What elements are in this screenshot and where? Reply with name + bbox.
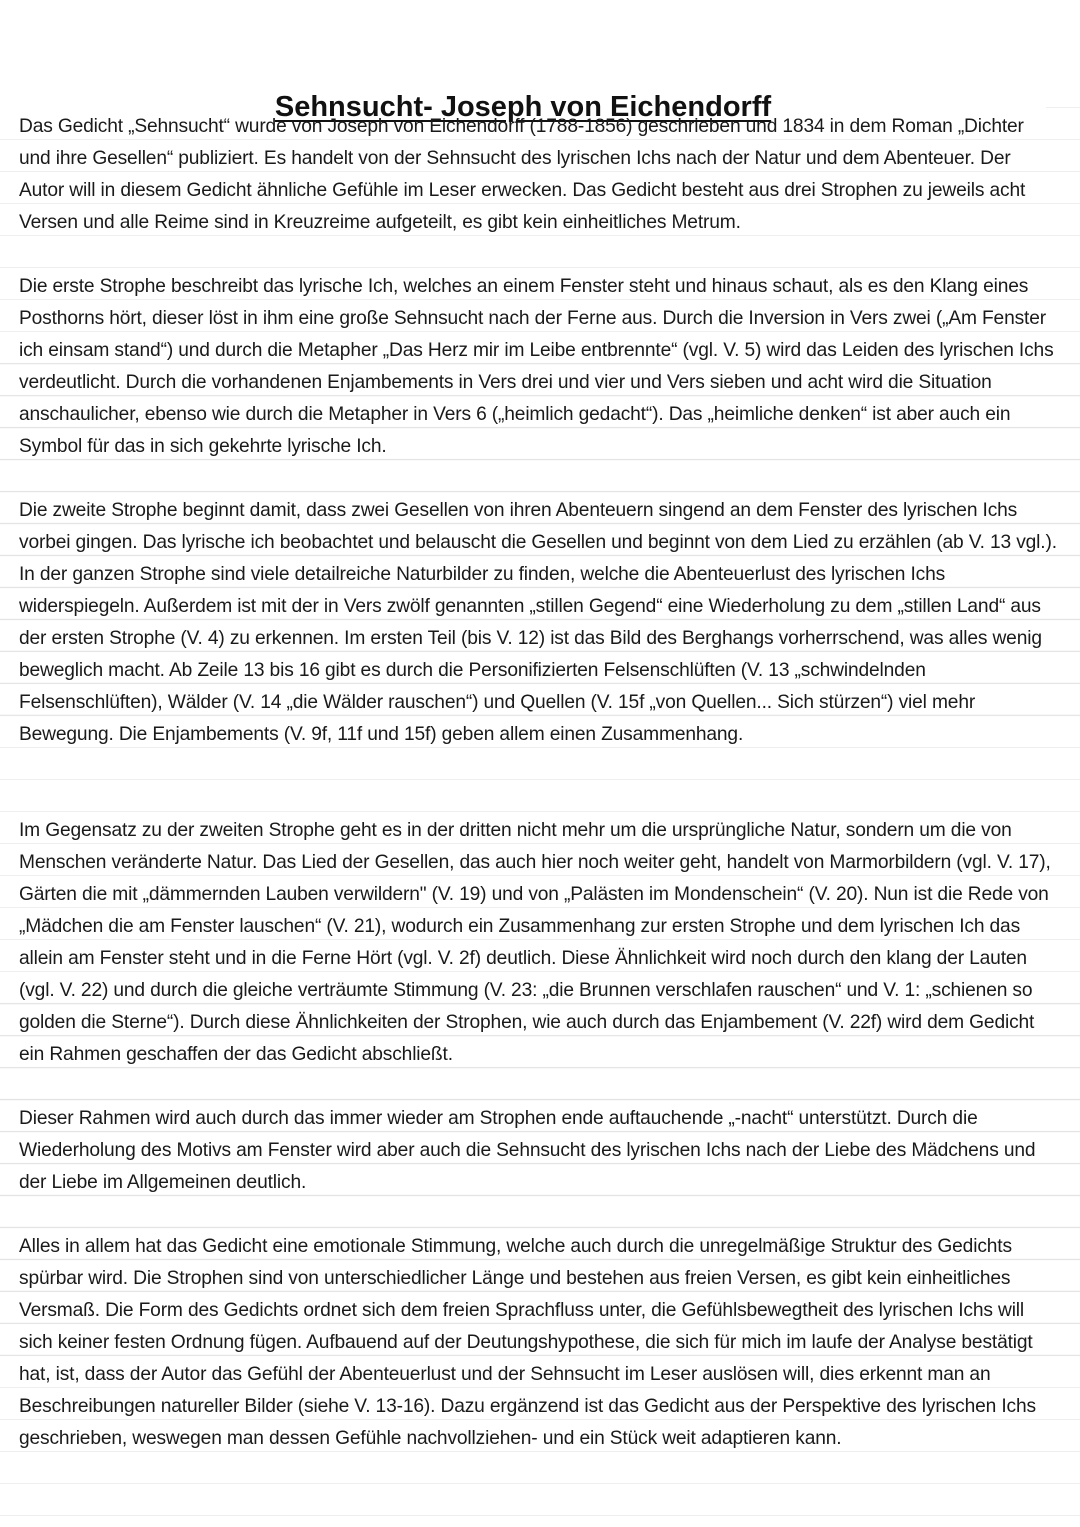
title-area xyxy=(0,30,1080,124)
document-title: Sehnsucht- Joseph von Eichendorff xyxy=(0,87,1046,127)
paragraph-third-stanza: Im Gegensatz zu der zweiten Strophe geht es in der dritten nicht mehr um die ursprüngliche Natur, sondern um die von Menschen veränderte Natur. Das Lied der Gesellen, das auch hier noch weiter geht, handelt von Marmorbildern (vgl. V. 17), Gärten die mit „dämmernden Lauben verwildern" (V. 19) und von „Palästen im Mondenschein“ (V. 20). Nun ist die Rede von „Mädchen die am Fenster lauschen“ (V. 21), wodurch ein Zusammenhang zur ersten Strophe und dem lyrischen Ich das allein am Fenster steht und in die Ferne Hört (vgl. V. 2f) deutlich. Diese Ähnlichkeit wird noch durch den klang der Lauten (vgl. V. 22) und durch die gleiche verträumte Stimmung (V. 23: „die Brunnen verschlafen rauschen“ und V. 1: „schienen so golden die Sterne“). Durch diese Ähnlichkeiten der Strophen, wie auch durch das Enjambement (V. 22f) wird dem Gedicht ein Rahmen geschaffen der das Gedicht abschließt. xyxy=(19,820,1051,1065)
paragraph-introduction: Das Gedicht „Sehnsucht“ wurde von Joseph von Eichendorff (1788-1856) geschrieben und 1834 in dem Roman „Dichter und ihre Gesellen“ publiziert. Es handelt von der Sehnsucht des lyrischen Ichs nach der Natur und dem Abenteuer. Der Autor will in diesem Gedicht ähnliche Gefühle im Leser erwecken. Das Gedicht besteht aus drei Strophen zu jeweils acht Versen und alle Reime sind in Kreuzreime aufgeteilt, es gibt kein einheitliches Metrum. xyxy=(19,116,1026,233)
paragraph-frame: Dieser Rahmen wird auch durch das immer wieder am Strophen ende auftauchende „-nacht“ unterstützt. Durch die Wiederholung des Motivs am Fenster wird aber auch die Sehnsucht des lyrischen Ichs nach der Liebe des Mädchens und der Liebe im Allgemeinen deutlich. xyxy=(19,1108,1036,1193)
paragraph-second-stanza: Die zweite Strophe beginnt damit, dass zwei Gesellen von ihren Abenteuern singend an dem Fenster des lyrischen Ichs vorbei gingen. Das lyrische ich beobachtet und belauscht die Gesellen und beginnt von dem Lied zu erzählen (ab V. 13 vgl.). In der ganzen Strophe sind viele detailreiche Naturbilder zu finden, welche die Abenteuerlust des lyrischen Ichs widerspiegeln. Außerdem ist mit der in Vers zwölf genannten „stillen Gegend“ eine Wiederholung zu dem „stillen Land“ aus der ersten Strophe (V. 4) zu erkennen. Im ersten Teil (bis V. 12) ist das Bild des Berghangs vorherrschend, was alles wenig beweglich macht. Ab Zeile 13 bis 16 gibt es durch die Personifizierten Felsenschlüften (V. 13 „schwindelnden Felsenschlüften), Wälder (V. 14 „die Wälder rauschen“) und Quellen (V. 15f „von Quellen... Sich stürzen“) viel mehr Bewegung. Die Enjambements (V. 9f, 11f und 15f) geben allem einen Zusammenhang. xyxy=(19,500,1057,745)
paragraph-first-stanza: Die erste Strophe beschreibt das lyrische Ich, welches an einem Fenster steht und hinaus schaut, als es den Klang eines Posthorns hört, dieser löst in ihm eine große Sehnsucht nach der Ferne aus. Durch die Inversion in Vers zwei („Am Fenster ich einsam stand“) und durch die Metapher „Das Herz mir im Leibe entbrennte“ (vgl. V. 5) wird das Leiden des lyrischen Ichs verdeutlicht. Durch die vorhandenen Enjambements in Vers drei und vier und Vers sieben und acht wird die Situation anschaulicher, ebenso wie durch die Metapher in Vers 6 („heimlich gedacht“). Das „heimliche denken“ ist aber auch ein Symbol für das in sich gekehrte lyrische Ich. xyxy=(19,276,1054,457)
paragraph-conclusion: Alles in allem hat das Gedicht eine emotionale Stimmung, welche auch durch die unregelmäßige Struktur des Gedichts spürbar wird. Die Strophen sind von unterschiedlicher Länge und bestehen aus freien Versen, es gibt kein einheitliches Versmaß. Die Form des Gedichts ordnet sich dem freien Sprachfluss unter, die Gefühlsbewegtheit des lyrischen Ichs will sich keiner festen Ordnung fügen. Aufbauend auf der Deutungshypothese, die sich für mich im laufe der Analyse bestätigt hat, ist, dass der Autor das Gefühl der Abenteuerlust und der Sehnsucht im Leser auslösen will, dies erkennt man an Beschreibungen natureller Bilder (siehe V. 13-16). Dazu ergänzend ist das Gedicht aus der Perspektive des lyrischen Ichs geschrieben, weswegen man dessen Gefühle nachvollziehen- und ein Stück weit adaptieren kann. xyxy=(19,1236,1036,1449)
